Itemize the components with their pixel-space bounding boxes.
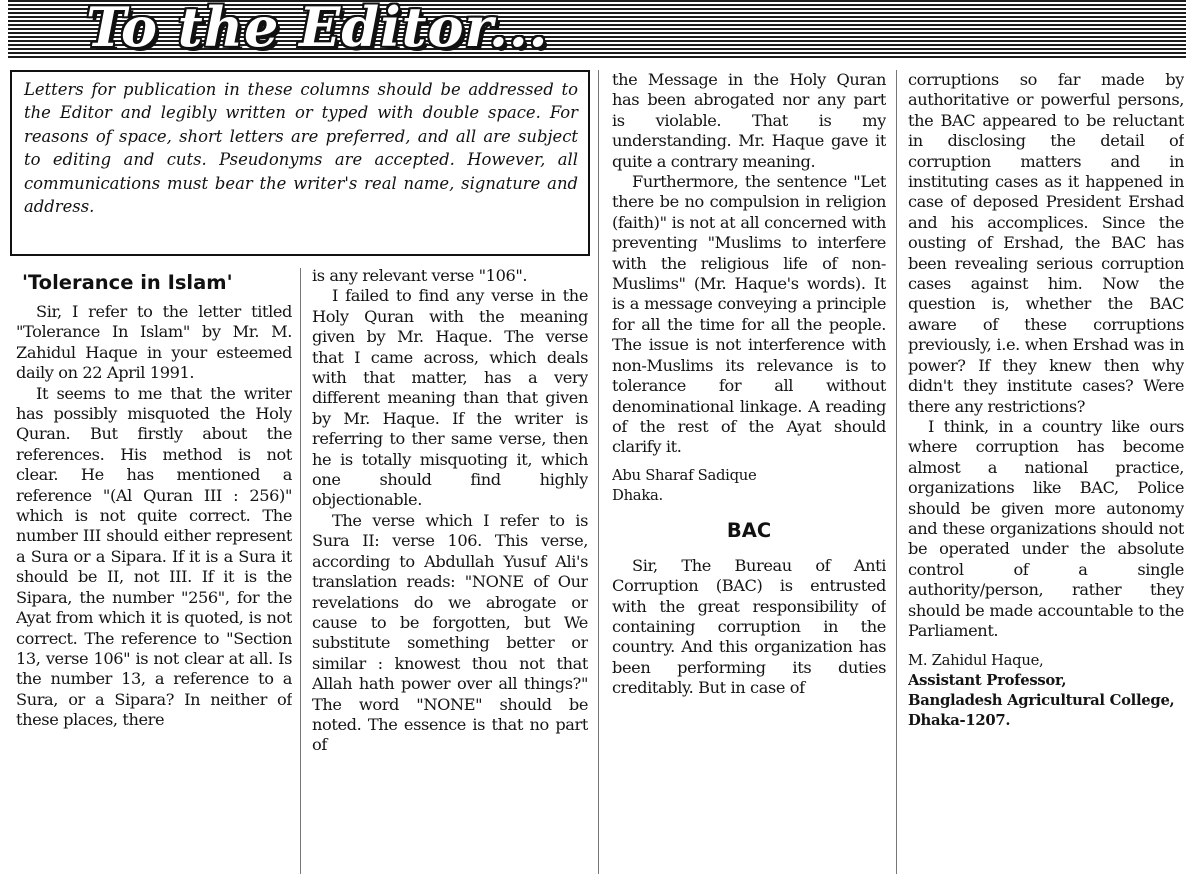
- letter2-signature-org: Bangladesh Agricultural College, Dhaka-1207.: [908, 692, 1175, 730]
- column-2: [312, 266, 588, 874]
- letter-heading-tolerance: 'Tolerance in Islam': [22, 271, 233, 294]
- column-3: [612, 70, 886, 874]
- letter-heading-bac: BAC: [726, 518, 772, 542]
- letter2-paragraph-3: I think, in a country like ours where corruption has become almost a national practice, organizations like BAC, Police should be given more autonomy and these organizations should not be operated under the absolute control of a single authority/person, rather they should be made accountable to the Parliament.: [908, 416, 1184, 640]
- letter1-paragraph-2: It seems to me that the writer has possibly misquoted the Holy Quran. But firstly about the references. His method is not clear. He has mentioned a reference "(Al Quran III : 256)" which is not quite correct. The number III should either represent a Sura or a Sipara. If it is a Sura it should be II, not III. If it is the Sipara, the number "256", for the Ayat from which it is quoted, is not correct. The reference to "Section 13, verse 106" is not clear at all. Is the number 13, a reference to a Sura, or a Sipara? In neither of these places, there: [16, 383, 292, 730]
- editorial-notice-box: Letters for publication in these columns should be addressed to the Editor and legibly written or typed with double space. For reasons of space, short letters are preferred, and all are subject to editing and cuts. Pseudonyms are accepted. However, all communications must bear the writer's real name, signature and address.: [10, 70, 590, 256]
- letter2-signature-name: M. Zahidul Haque,: [908, 652, 1044, 670]
- letter1-paragraph-1: Sir, I refer to the letter titled "Tolerance In Islam" by Mr. M. Zahidul Haque in your esteemed daily on 22 April 1991.: [16, 302, 292, 383]
- letter2-paragraph-1: Sir, The Bureau of Anti Corruption (BAC) is entrusted with the great responsibility of containing corruption in the country. And this organization has been performing its duties creditably. But in case of: [612, 555, 886, 698]
- column-divider: [598, 70, 599, 874]
- section-title: To the Editor...: [86, 0, 549, 59]
- letter2-signature-title: Assistant Professor,: [908, 672, 1067, 690]
- letter1-signature-name: Abu Sharaf Sadique: [612, 466, 757, 484]
- column-4: [908, 70, 1184, 874]
- column-1: [16, 268, 292, 874]
- masthead-banner: [8, 0, 1186, 58]
- letter1-paragraph-3: is any relevant verse "106".: [312, 266, 528, 285]
- letter1-signature-place: Dhaka.: [612, 486, 663, 504]
- column-divider: [896, 70, 897, 874]
- letter1-paragraph-5: The verse which I refer to is Sura II: verse 106. This verse, according to Abdullah Yusuf Ali's translation reads: "NONE of Our revelations do we abrogate or cause to be forgotten, but We substitute something better or similar : knowest thou not that Allah hath power over all things?" The word "NONE" should be noted. The essence is that no part of: [312, 510, 588, 755]
- letter1-paragraph-6: the Message in the Holy Quran has been abrogated nor any part is violable. That is my understanding. Mr. Haque gave it quite a contrary meaning.: [612, 70, 886, 171]
- column-divider: [300, 268, 301, 874]
- letter1-paragraph-7: Furthermore, the sentence "Let there be no compulsion in religion (faith)" is not at all concerned with preventing "Muslims to interfere with the religious life of non-Muslims" (Mr. Haque's words). It is a message conveying a principle for all the time for all the people. The issue is not interference with non-Muslims its relevance is to tolerance for all without denominational linkage. A reading of the rest of the Ayat should clarify it.: [612, 172, 886, 457]
- letter1-paragraph-4: I failed to find any verse in the Holy Quran with the meaning given by Mr. Haque. The verse that I came across, which deals with that matter, has a very different meaning than that given by Mr. Haque. If the writer is referring to ther same verse, then he is totally misquoting it, which one should find highly objectionable.: [312, 286, 588, 510]
- letter2-paragraph-2: corruptions so far made by authoritative or powerful persons, the BAC appeared to be reluctant in disclosing the detail of corruption matters and in instituting cases as it happened in case of deposed President Ershad and his accomplices. Since the ousting of Ershad, the BAC has been revealing serious corruption cases against him. Now the question is, whether the BAC aware of these corruptions previously, i.e. when Ershad was in power? If they knew then why didn't they institute cases? Were there any restrictions?: [908, 70, 1184, 416]
